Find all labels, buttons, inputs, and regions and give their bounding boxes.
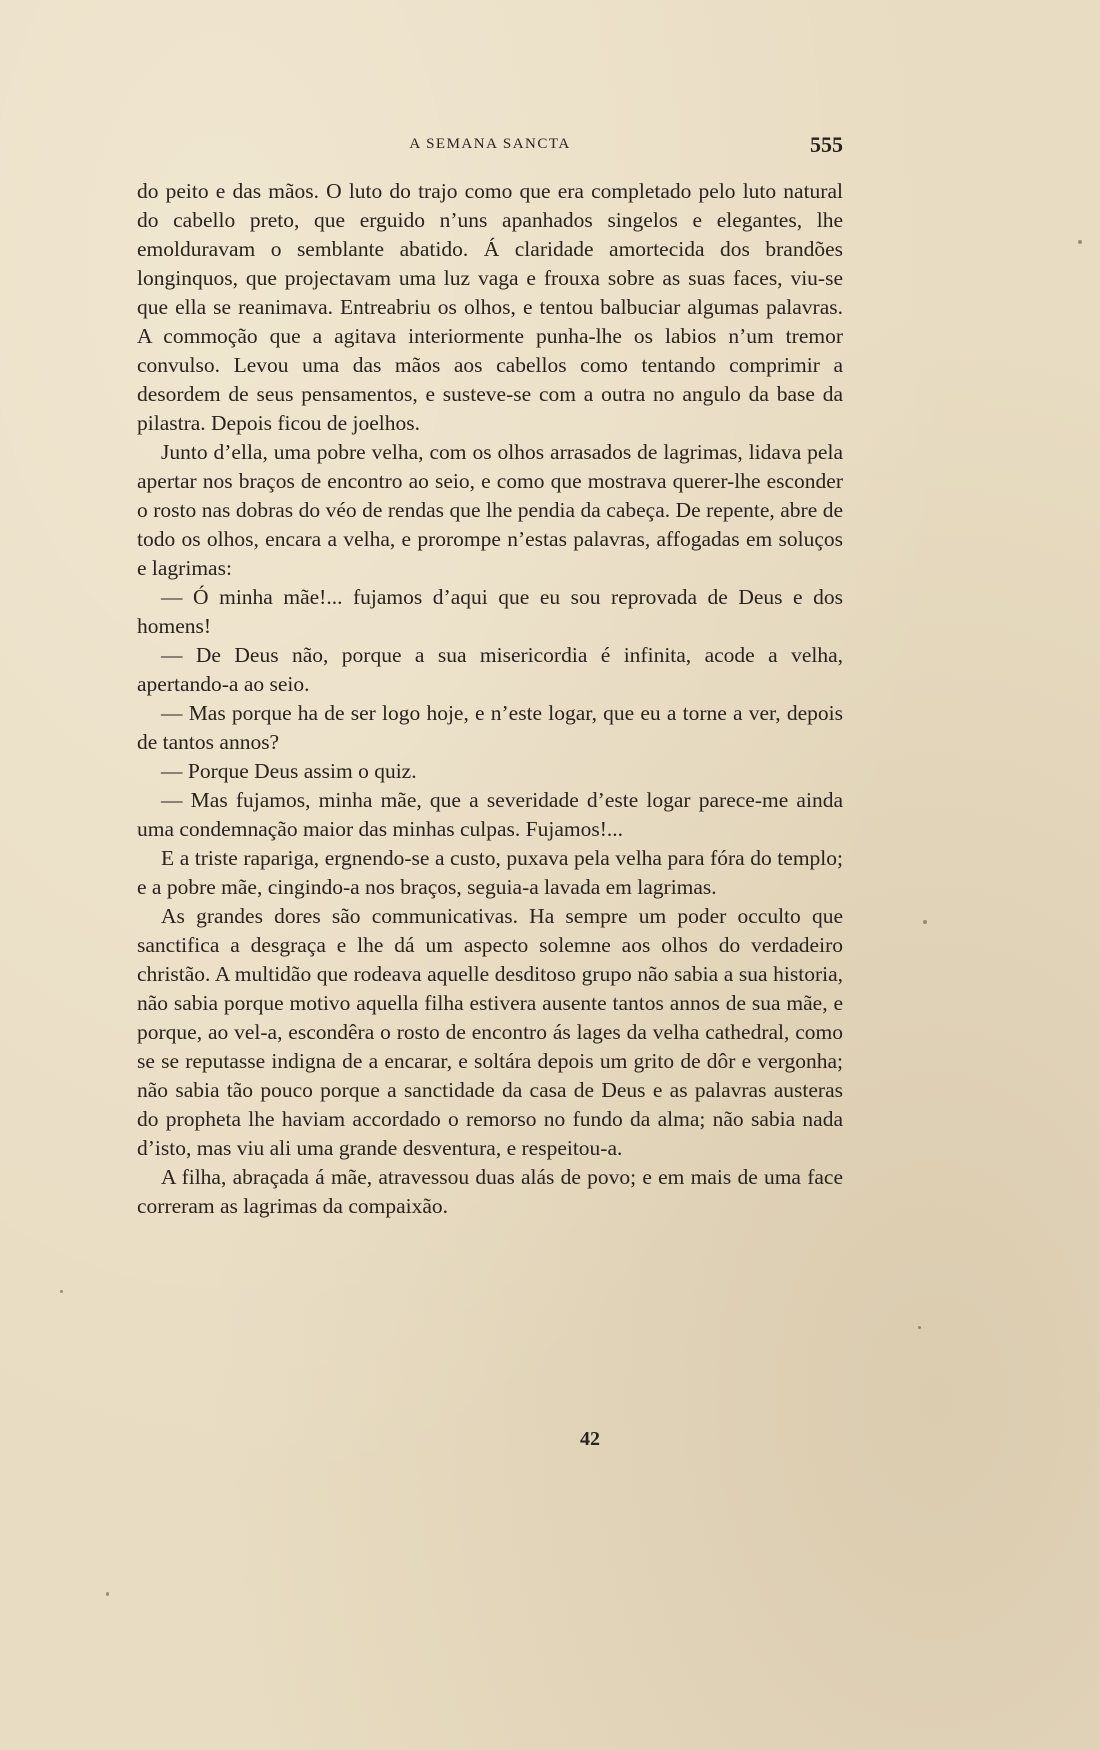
dialogue-line: — Porque Deus assim o quiz. — [161, 759, 417, 783]
paragraph: E a triste rapariga, ergnendo-se a custo, puxava pela velha para fóra do templo; e a pobre mãe, cingindo-a nos braços, seguia-a lavada em lagrimas. — [137, 846, 843, 899]
dialogue-line: — De Deus não, porque a sua misericordia é infinita, acode a velha, apertando-a ao seio. — [137, 643, 843, 696]
dialogue-line: — Ó minha mãe!... fujamos d’aqui que eu sou reprovada de Deus e dos homens! — [137, 585, 843, 638]
dialogue-line: — Mas porque ha de ser logo hoje, e n’este logar, que eu a torne a ver, depois de tantos annos? — [137, 701, 843, 754]
paper-speck — [60, 1290, 63, 1293]
paper-speck — [1078, 240, 1082, 244]
paper-speck — [918, 1326, 921, 1329]
paragraph: Junto d’ella, uma pobre velha, com os olhos arrasados de lagrimas, lidava pela apertar nos braços de encontro ao seio, e como que mostrava querer-lhe esconder o rosto nas dobras do véo de rendas que lhe pendia da cabeça. De repente, abre de todo os olhos, encara a velha, e prorompe n’estas palavras, affogadas em soluços e lagrimas: — [137, 440, 843, 580]
paper-speck — [923, 920, 927, 924]
paper-speck — [106, 1592, 109, 1596]
signature-mark: 42 — [580, 1428, 600, 1450]
running-title: A SEMANA SANCTA — [409, 136, 571, 152]
page-number: 555 — [810, 132, 843, 157]
dialogue-line: — Mas fujamos, minha mãe, que a severidade d’este logar parece-me ainda uma condemnação maior das minhas culpas. Fujamos!... — [137, 788, 843, 841]
paragraph: A filha, abraçada á mãe, atravessou duas alás de povo; e em mais de uma face correram as lagrimas da compaixão. — [137, 1165, 843, 1218]
text-body — [137, 177, 843, 1221]
paragraph: do peito e das mãos. O luto do trajo como que era completado pelo luto natural do cabello preto, que erguido n’uns apanhados singelos e elegantes, lhe emolduravam o semblante abatido. Á claridade amortecida dos brandões longinquos, que projectavam uma luz vaga e frouxa sobre as suas faces, viu-se que ella se reanimava. Entreabriu os olhos, e tentou balbuciar algumas palavras. A commoção que a agitava interiormente punha-lhe os labios n’um tremor convulso. Levou uma das mãos aos cabellos como tentando comprimir a desordem de seus pensamentos, e susteve-se com a outra no angulo da base da pilastra. Depois ficou de joelhos. — [137, 179, 843, 435]
page-header — [137, 132, 843, 160]
paragraph: As grandes dores são communicativas. Ha sempre um poder occulto que sanctifica a desgraça e lhe dá um aspecto solemne aos olhos do verdadeiro christão. A multidão que rodeava aquelle desditoso grupo não sabia a sua historia, não sabia porque motivo aquella filha estivera ausente tantos annos de sua mãe, e porque, ao vel-a, escondêra o rosto de encontro ás lages da velha cathedral, como se se reputasse indigna de a encarar, e soltára depois um grito de dôr e vergonha; não sabia tão pouco porque a sanctidade da casa de Deus e as palavras austeras do propheta lhe haviam accordado o remorso no fundo da alma; não sabia nada d’isto, mas viu ali uma grande desventura, e respeitou-a. — [137, 904, 843, 1160]
